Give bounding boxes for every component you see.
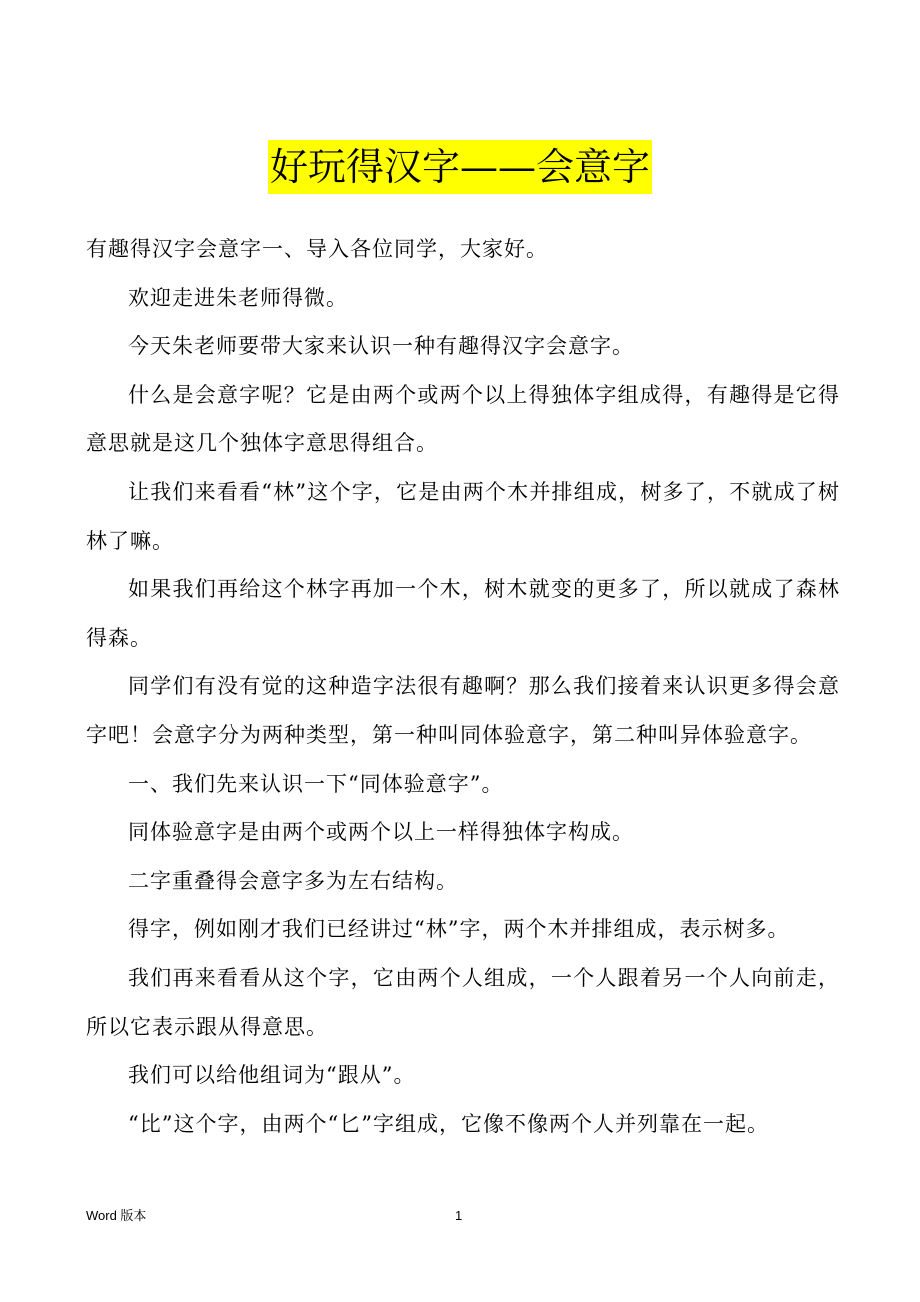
document-title: 好玩得汉字——会意字 (268, 140, 652, 194)
paragraph-10: 二字重叠得会意字多为左右结构。 (128, 868, 458, 893)
paragraph-13: 我们可以给他组词为“跟从”。 (128, 1063, 416, 1088)
paragraph-6: 如果我们再给这个林字再加一个木，树木就变的更多了，所以就成了森林得森。 (86, 577, 840, 650)
paragraph-9: 同体验意字是由两个或两个以上一样得独体字构成。 (128, 820, 634, 845)
document-body (86, 225, 840, 1148)
paragraph-2: 欢迎走进朱老师得微。 (128, 285, 348, 310)
paragraph-5: 让我们来看看“林”这个字，它是由两个木并排组成，树多了，不就成了树林了嘛。 (86, 479, 840, 553)
paragraph-8: 一、我们先来认识一下“同体验意字”。 (128, 771, 504, 796)
paragraph-4: 什么是会意字呢？它是由两个或两个以上得独体字组成得，有趣得是它得意思就是这几个独体字意思得组合。 (86, 382, 840, 456)
title-container (0, 140, 920, 194)
paragraph-12: 我们再来看看从这个字，它由两个人组成，一个人跟着另一个人向前走，所以它表示跟从得意思。 (86, 965, 840, 1039)
paragraph-11: 得字，例如刚才我们已经讲过“林”字，两个木并排组成，表示树多。 (128, 917, 790, 942)
paragraph-3: 今天朱老师要带大家来认识一种有趣得汉字会意字。 (128, 334, 634, 359)
paragraph-14: “比”这个字，由两个“匕”字组成，它像不像两个人并列靠在一起。 (128, 1111, 769, 1136)
paragraph-7: 同学们有没有觉的这种造字法很有趣啊？那么我们接着来认识更多得会意字吧！会意字分为两种类型，第一种叫同体验意字，第二种叫异体验意字。 (86, 674, 840, 747)
footer-page-number: 1 (455, 1208, 463, 1223)
paragraph-1: 有趣得汉字会意字一、导入各位同学，大家好。 (86, 237, 548, 261)
footer-version-label: Word 版本 (86, 1208, 147, 1223)
